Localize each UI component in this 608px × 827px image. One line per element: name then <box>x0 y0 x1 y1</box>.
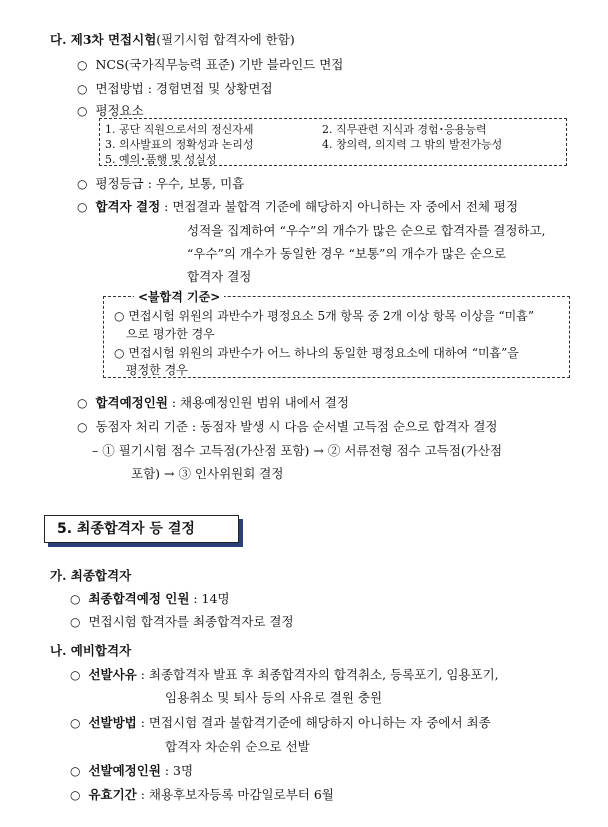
decision-line-3: “우수”의 개수가 동일한 경우 “보통”의 개수가 많은 순으로 <box>187 246 507 261</box>
eval-factor-4: 4. 창의력, 의지력 그 밖의 발전가능성 <box>322 138 503 151</box>
interview-tie: ○ 동점자 처리 기준 : 동점자 발생 시 다음 순서별 고득점 순으로 합격자 결정 <box>77 419 498 434</box>
fail-criteria-box <box>103 290 570 378</box>
reserve-valid: ○ 유효기간 : 채용후보자등록 마감일로부터 6월 <box>70 787 334 802</box>
reserve-planned: ○ 선발예정인원 : 3명 <box>70 763 194 778</box>
final-count: ○ 최종합격예정 인원 : 14명 <box>70 591 230 606</box>
tie-sub-2: 포함) → ③ 인사위원회 결정 <box>131 466 284 481</box>
fail-criterion-1-cont: 으로 평가한 경우 <box>126 327 215 341</box>
decision-line-4: 합격자 결정 <box>187 269 252 284</box>
final-heading: 가. 최종합격자 <box>50 568 132 583</box>
reserve-method-cont: 합격자 차순위 순으로 선발 <box>165 739 310 754</box>
interview-decision: ○ 합격자 결정 : 면접결과 불합격 기준에 해당하지 아니하는 자 중에서 전체 평정 <box>77 199 519 214</box>
fail-criterion-2: ○ 면접시험 위원의 과반수가 어느 하나의 동일한 평정요소에 대하여 “미흡”을 <box>114 346 519 360</box>
eval-factor-1: 1. 공단 직원으로서의 정신자세 <box>105 123 254 136</box>
fail-criterion-2-cont: 평정한 경우 <box>126 363 188 377</box>
interview-item-factors: ○ 평정요소 <box>77 103 144 118</box>
section5-title: 5. 최종합격자 등 결정 <box>44 515 239 543</box>
eval-factors-box <box>99 118 567 166</box>
fail-criteria-title: <불합격 기준> <box>134 288 224 305</box>
fail-criterion-1: ○ 면접시험 위원의 과반수가 평정요소 5개 항목 중 2개 이상 항목 이상을 “미흡” <box>114 309 534 323</box>
reserve-reason: ○ 선발사유 : 최종합격자 발표 후 최종합격자의 합격취소, 등록포기, 임용포기, <box>70 667 499 682</box>
reserve-reason-cont: 임용취소 및 퇴사 등의 사유로 결원 충원 <box>165 690 383 705</box>
interview-item-method: ○ 면접방법 : 경험면접 및 상황면접 <box>77 81 273 96</box>
eval-factor-5: 5. 예의･품행 및 성실성 <box>105 153 217 166</box>
interview-planned: ○ 합격예정인원 : 채용예정인원 범위 내에서 결정 <box>77 395 349 410</box>
final-rule: ○ 면접시험 합격자를 최종합격자로 결정 <box>70 614 294 629</box>
tie-sub-1: – ① 필기시험 점수 고득점(가산점 포함) → ② 서류전형 점수 고득점(가산점 <box>92 443 503 458</box>
interview-grade: ○ 평정등급 : 우수, 보통, 미흡 <box>77 176 245 191</box>
eval-factor-2: 2. 직무관련 지식과 경험･응용능력 <box>322 123 487 136</box>
interview-item-ncs: ○ NCS(국가직무능력 표준) 기반 블라인드 면접 <box>77 57 344 72</box>
interview-heading: 다. 제3차 면접시험(필기시험 합격자에 한함) <box>50 32 295 47</box>
reserve-heading: 나. 예비합격자 <box>50 643 132 658</box>
eval-factor-3: 3. 의사발표의 정확성과 논리성 <box>105 138 254 151</box>
reserve-method: ○ 선발방법 : 면접시험 결과 불합격기준에 해당하지 아니하는 자 중에서 최종 <box>70 715 491 730</box>
decision-line-2: 성적을 집계하여 “우수”의 개수가 많은 순으로 합격자를 결정하고, <box>187 223 546 238</box>
